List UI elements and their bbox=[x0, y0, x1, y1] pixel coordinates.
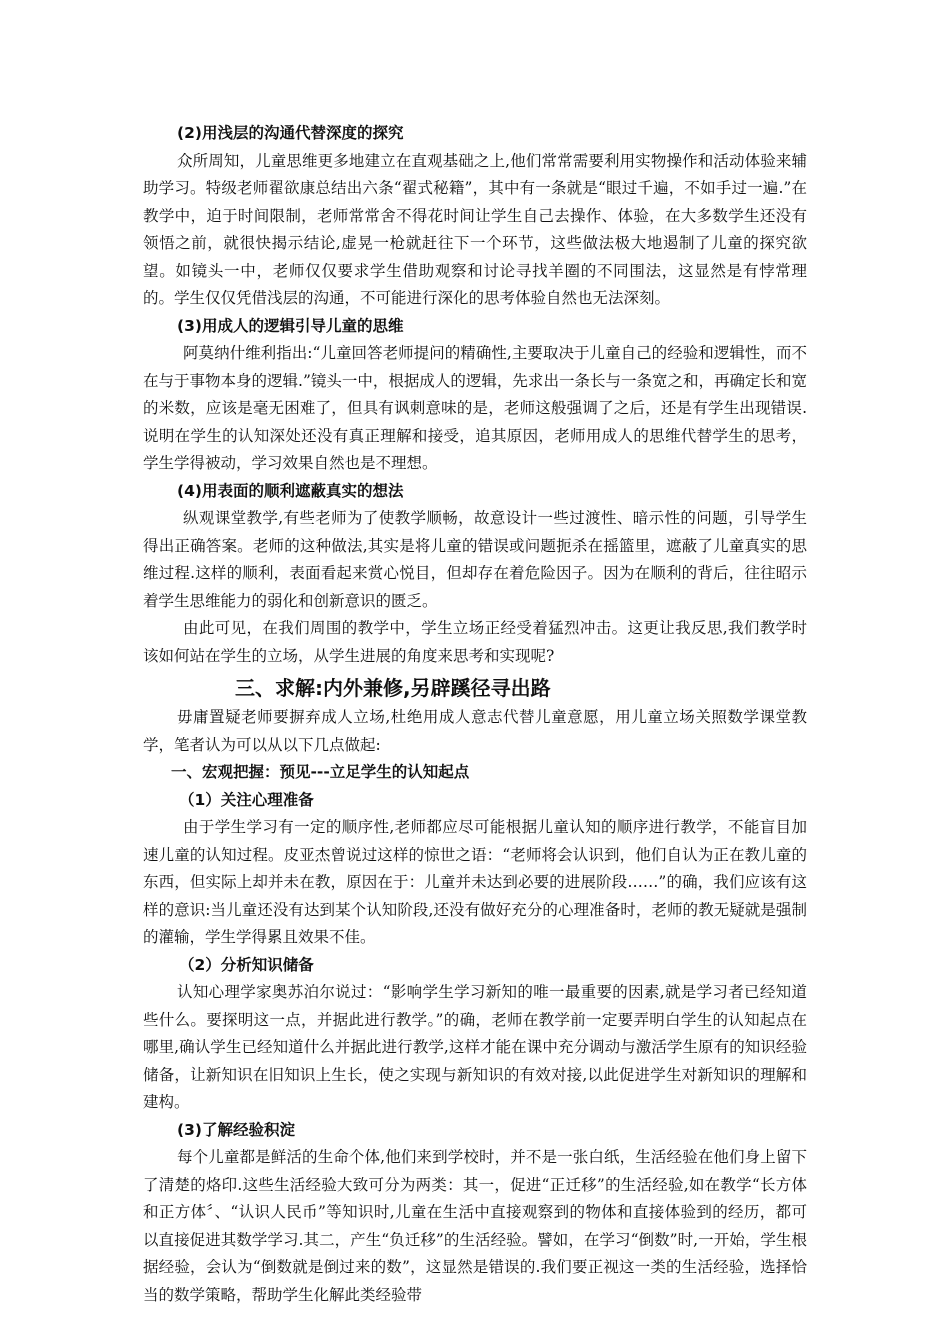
paragraph-shallow-communication: 众所周知，儿童思维更多地建立在直观基础之上,他们常常需要利用实物操作和活动体验来辅助学习。特级老师翟欲康总结出六条“翟式秘籍”，其中有一条就是“眼过千遍，不如手过一遍.”在教学中，迫于时间限制，老师常常舍不得花时间让学生自己去操作、体验，在大多数学生还没有领悟之前，就很快揭示结论,虚晃一枪就赶往下一个环节，这些做法极大地遏制了儿童的探究欲望。如镜头一中，老师仅仅要求学生借助观察和讨论寻找羊圈的不同围法，这显然是有悖常理的。学生仅仅凭借浅层的沟通，不可能进行深化的思考体验自然也无法深刻。 bbox=[143, 151, 807, 307]
paragraph-part3-intro: 毋庸置疑老师要摒弃成人立场,杜绝用成人意志代替儿童意愿，用儿童立场关照数学课堂教学，笔者认为可以从以下几点做起: bbox=[143, 708, 807, 754]
paragraph-adult-logic: 阿莫纳什维利指出:“儿童回答老师提问的精确性,主要取决于儿童自己的经验和逻辑性，而不在与于事物本身的逻辑.”镜头一中，根据成人的逻辑，先求出一条长与一条宽之和，再确定长和宽的米数，应该是毫无困难了，但具有讽刺意味的是，老师这般强调了之后，还是有学生出现错误.说明在学生的认知深处还没有真正理解和接受，追其原因，老师用成人的思维代替学生的思考，学生学得被动，学习效果自然也是不理想。 bbox=[143, 344, 807, 472]
section-title-part3: 三、求解:内外兼修,另辟蹊径寻出路 bbox=[235, 676, 551, 700]
heading-adult-logic: (3)用成人的逻辑引导儿童的思维 bbox=[177, 316, 404, 335]
paragraph-conclusion: 由此可见，在我们周围的教学中，学生立场正经受着猛烈冲击。这更让我反思,我们教学时该如何站在学生的立场，从学生进展的角度来思考和实现呢? bbox=[143, 619, 807, 665]
paragraph-psychological-readiness: 由于学生学习有一定的顺序性,老师都应尽可能根据儿童认知的顺序进行教学，不能盲目加速儿童的认知过程。皮亚杰曾说过这样的惊世之语：“老师将会认识到，他们自认为正在教儿童的东西，但实际上却并未在教，原因在于：儿童并未达到必要的进展阶段……”的确，我们应该有这样的意识:当儿童还没有达到某个认知阶段,还没有做好充分的心理准备时，老师的教无疑就是强制的灌输，学生学得累且效果不佳。 bbox=[143, 818, 807, 946]
heading-knowledge-reserve: （2）分析知识储备 bbox=[179, 955, 314, 974]
paragraph-experience-accumulation: 每个儿童都是鲜活的生命个体,他们来到学校时，并不是一张白纸，生活经验在他们身上留下了清楚的烙印.这些生活经验大致可分为两类：其一，促进“正迁移”的生活经验,如在教学“长方体和正方体〞、“认识人民币”等知识时,儿童在生活中直接观察到的物体和直接体验到的经历，都可以直接促进其数学学习.其二，产生“负迁移”的生活经验。譬如，在学习“倒数”时,一开始，学生根据经验，会认为“倒数就是倒过来的数”，这显然是错误的.我们要正视这一类的生活经验，选择恰当的数学策略，帮助学生化解此类经验带 bbox=[143, 1148, 807, 1304]
heading-surface-smoothness: (4)用表面的顺利遮蔽真实的想法 bbox=[177, 481, 404, 500]
heading-psychological-readiness: （1）关注心理准备 bbox=[179, 790, 314, 809]
paragraph-knowledge-reserve: 认知心理学家奥苏泊尔说过：“影响学生学习新知的唯一最重要的因素,就是学习者已经知道些什么。要探明这一点，并据此进行教学。”的确，老师在教学前一定要弄明白学生的认知起点在哪里,确认学生已经知道什么并据此进行教学,这样才能在课中充分调动与激活学生原有的知识经验储备，让新知识在旧知识上生长，使之实现与新知识的有效对接,以此促进学生对新知识的理解和建构。 bbox=[143, 983, 807, 1111]
paragraph-surface-smoothness: 纵观课堂教学,有些老师为了使教学顺畅，故意设计一些过渡性、暗示性的问题，引导学生得出正确答案。老师的这种做法,其实是将儿童的错误或问题扼杀在摇篮里，遮蔽了儿童真实的思维过程.这样的顺利，表面看起来赏心悦目，但却存在着危险因子。因为在顺利的背后，往往昭示着学生思维能力的弱化和创新意识的匮乏。 bbox=[143, 509, 807, 610]
heading-macro-grasp: 一、宏观把握：预见---立足学生的认知起点 bbox=[171, 763, 470, 781]
heading-shallow-communication: (2)用浅层的沟通代替深度的探究 bbox=[177, 124, 404, 142]
document-body bbox=[143, 120, 807, 1309]
heading-experience-accumulation: (3)了解经验积淀 bbox=[177, 1120, 295, 1139]
